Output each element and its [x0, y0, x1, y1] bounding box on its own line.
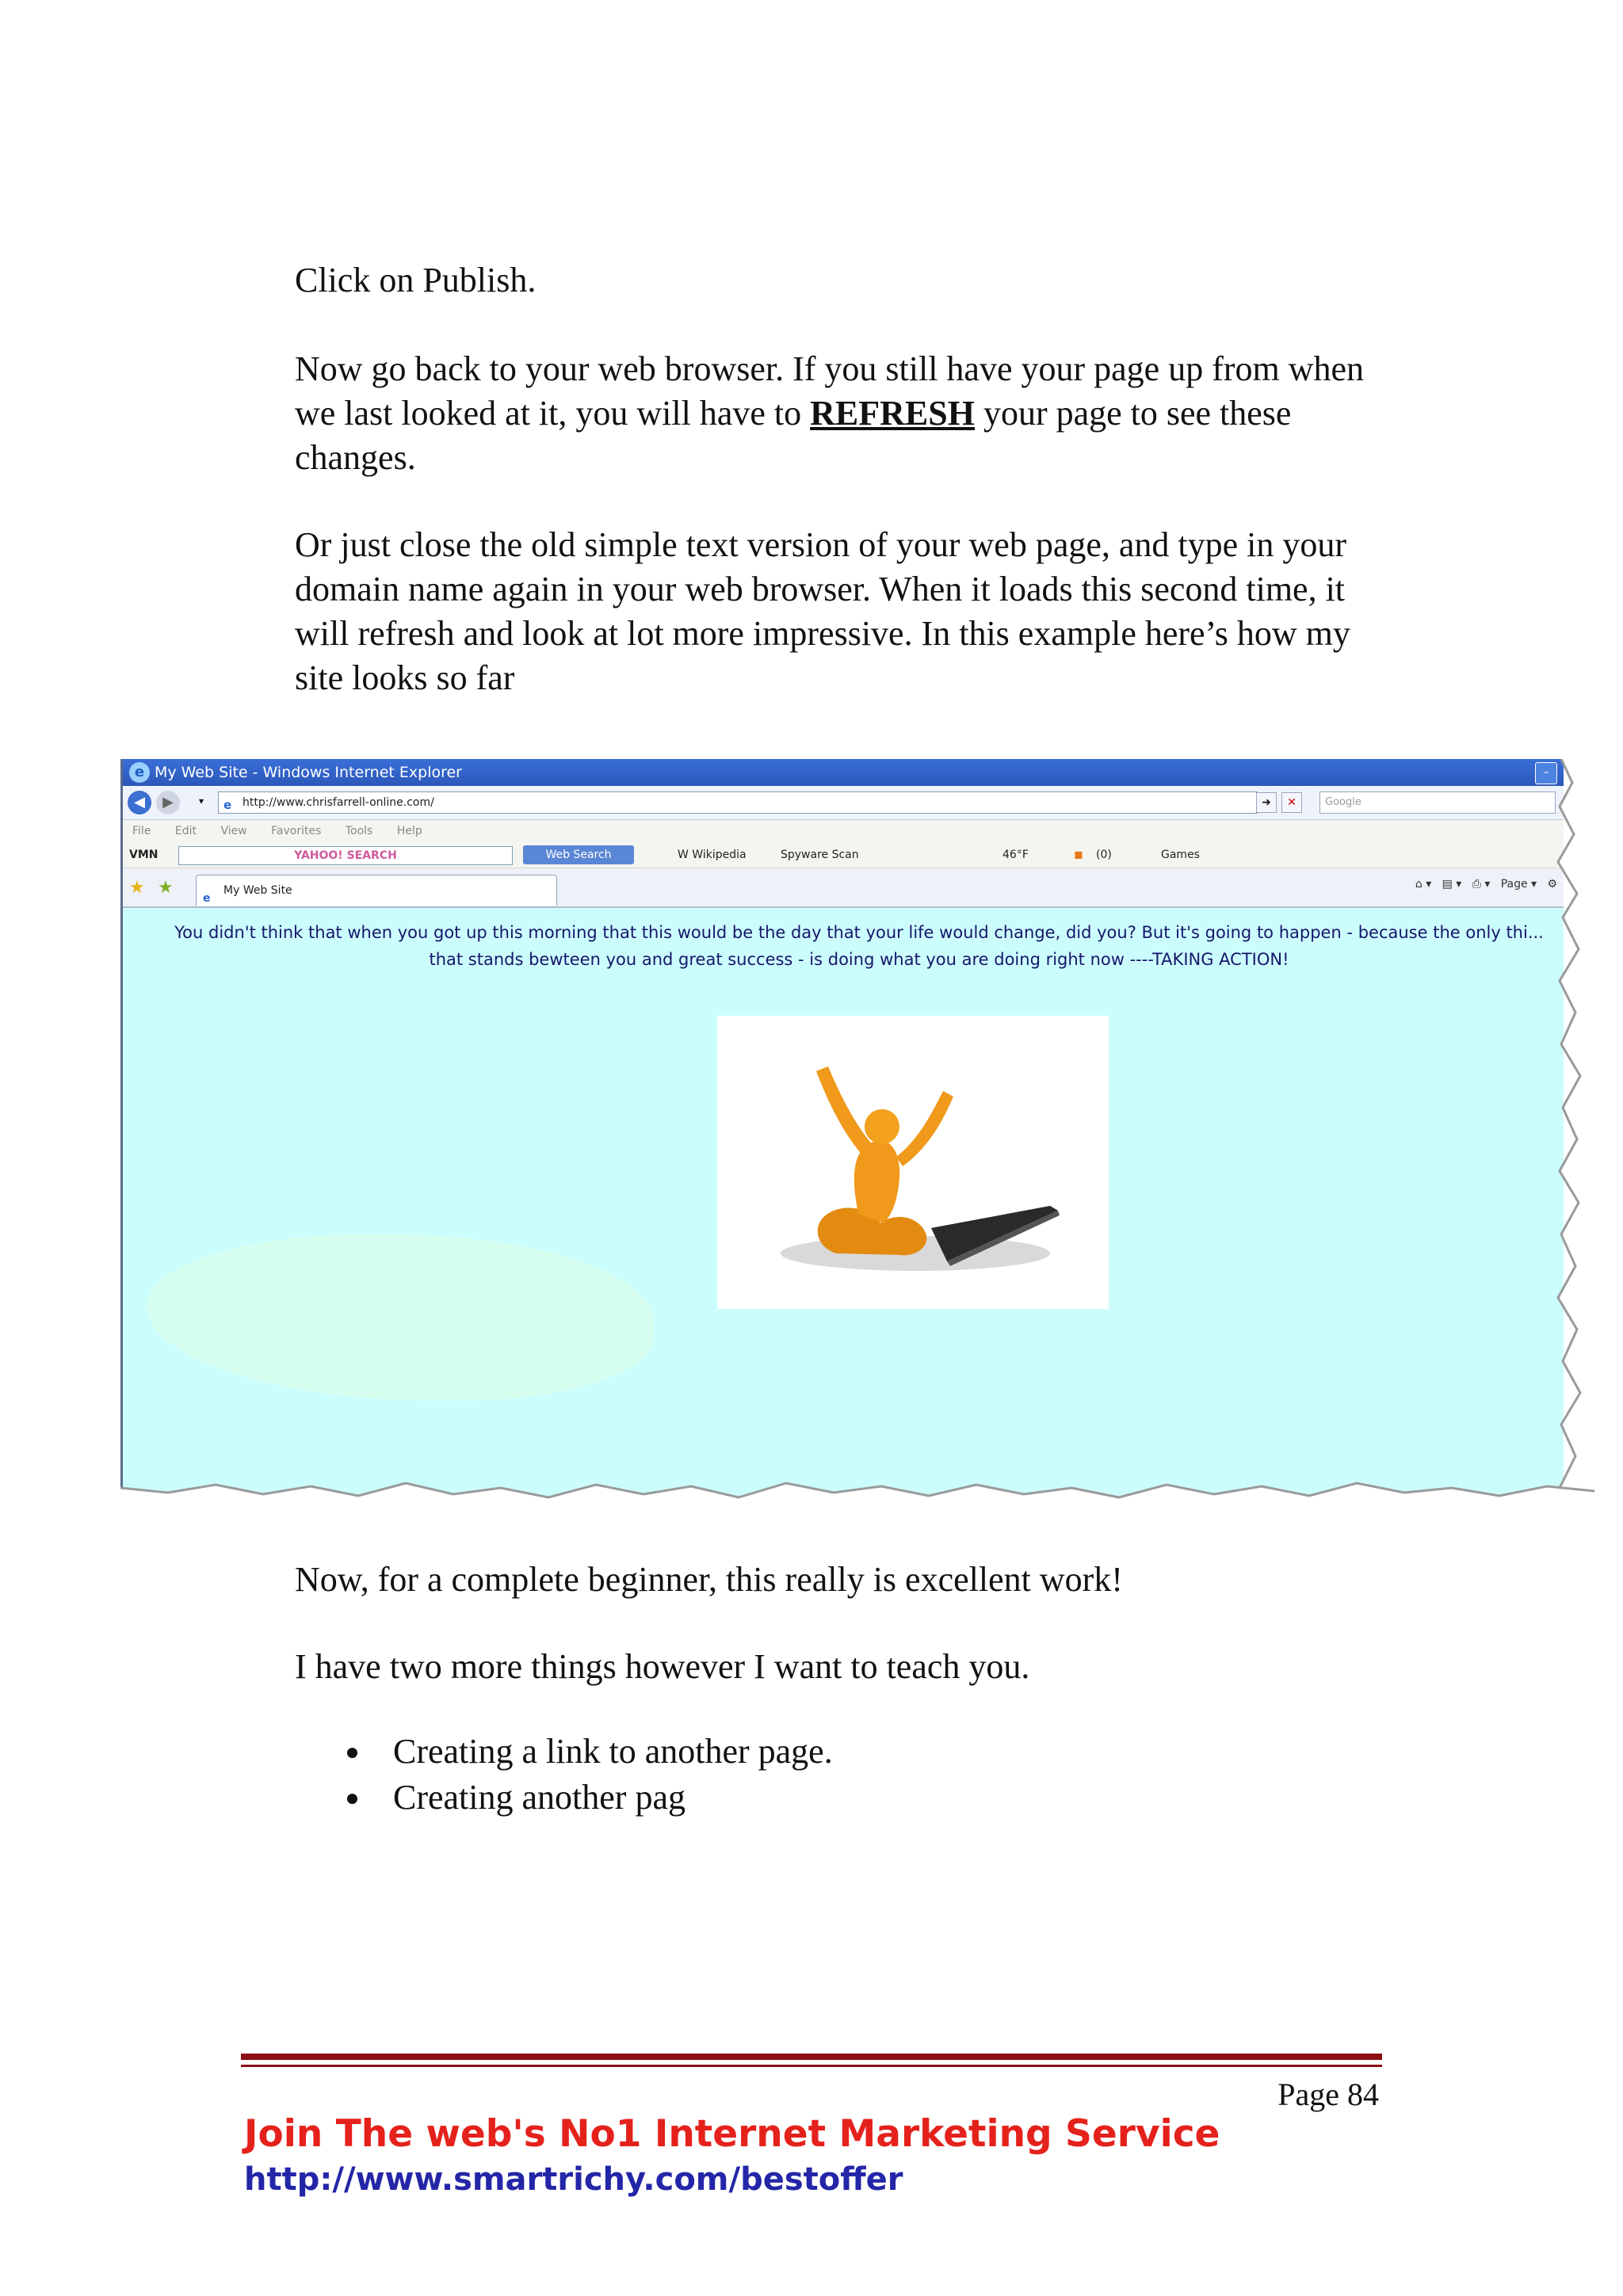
- menu-edit[interactable]: Edit: [174, 825, 197, 837]
- celebrating-figure-image: [717, 1016, 1109, 1309]
- instruction-publish: Click on Publish.: [295, 261, 537, 299]
- menu-help[interactable]: Help: [396, 825, 422, 837]
- tools-gear-icon[interactable]: ⚙: [1547, 878, 1557, 891]
- browser-screenshot: [120, 759, 1564, 1497]
- print-icon[interactable]: ⎙: [1472, 878, 1481, 891]
- wikipedia-button[interactable]: W Wikipedia: [678, 849, 747, 861]
- web-search-button[interactable]: Web Search: [523, 845, 634, 864]
- home-icon[interactable]: ⌂: [1415, 878, 1423, 891]
- history-dropdown-icon[interactable]: ▾: [199, 795, 204, 807]
- list-item: Creating another pag: [336, 1775, 833, 1821]
- todo-list: [336, 1729, 833, 1821]
- ie-logo-icon: e: [129, 762, 150, 783]
- refresh-text-after: your page to see these changes.: [295, 394, 1292, 477]
- refresh-emphasis: REFRESH: [810, 394, 975, 433]
- tab-bar: [123, 868, 1564, 908]
- footer-rule-thin: [241, 2065, 1382, 2067]
- beginner-praise: Now, for a complete beginner, this really is excellent work!: [295, 1560, 1123, 1599]
- list-item: Creating a link to another page.: [336, 1729, 833, 1775]
- add-favorite-icon[interactable]: ★: [158, 878, 174, 898]
- vmn-logo: VMN: [129, 849, 158, 861]
- search-toolbar: [123, 842, 1564, 868]
- page-favicon-icon: e: [223, 798, 232, 812]
- url-input[interactable]: [218, 791, 1258, 814]
- instruction-reload: Or just close the old simple text version of your web page, and type in your domain name again in your web browser. When it loads this second time, it will refresh and look at lot more impressive. In this example here’s how my site looks so far: [295, 525, 1350, 697]
- feeds-icon[interactable]: ▤: [1442, 878, 1453, 891]
- refresh-text-before: Now go back to your web browser. If you still have your page up from when we last looked at it, you will have to: [295, 349, 1365, 433]
- torn-edge-right: [1545, 759, 1601, 1512]
- forward-icon[interactable]: ▶: [156, 791, 180, 814]
- page-message: You didn't think that when you got up this morning that this would be the day that your life would change, did you? But it's going to happen - because the only thi... that stands bewteen you and great success - is doing what you are doing right now ----TAKING ACTION!: [174, 923, 1544, 969]
- browser-titlebar: [123, 759, 1564, 786]
- menu-file[interactable]: File: [132, 825, 151, 837]
- torn-edge-bottom: [120, 1474, 1594, 1513]
- page-menu[interactable]: Page: [1500, 878, 1528, 891]
- menu-tools[interactable]: Tools: [345, 825, 373, 837]
- two-more-things: I have two more things however I want to teach you.: [295, 1647, 1030, 1686]
- menu-bar: [123, 820, 1564, 842]
- go-icon[interactable]: ➜: [1256, 792, 1277, 813]
- rss-icon[interactable]: ◼: [1074, 849, 1083, 861]
- menu-view[interactable]: View: [220, 825, 247, 837]
- menu-favorites[interactable]: Favorites: [271, 825, 322, 837]
- minimize-icon[interactable]: –: [1535, 762, 1557, 784]
- url-text: http://www.chrisfarrell-online.com/: [242, 796, 434, 809]
- back-icon[interactable]: ◀: [128, 791, 151, 814]
- footer-rule-thick: [241, 2054, 1382, 2060]
- footer-link[interactable]: http://www.smartrichy.com/bestoffer: [244, 2161, 903, 2198]
- stop-icon[interactable]: ✕: [1281, 792, 1302, 813]
- faint-background-image: [147, 1234, 654, 1401]
- tab-my-web-site[interactable]: [196, 875, 557, 906]
- instruction-refresh: [295, 347, 1388, 480]
- footer-headline: Join The web's No1 Internet Marketing Service: [244, 2112, 1220, 2156]
- browser-title: My Web Site - Windows Internet Explorer: [155, 764, 462, 781]
- address-bar: [123, 786, 1564, 820]
- games-button[interactable]: Games: [1161, 849, 1200, 861]
- weather-button[interactable]: 46°F: [1002, 849, 1029, 861]
- tab-favicon-icon: e: [203, 892, 211, 905]
- search-input[interactable]: Google: [1319, 791, 1556, 814]
- tab-label: My Web Site: [223, 884, 292, 897]
- spyware-scan-button[interactable]: Spyware Scan: [781, 849, 859, 861]
- page-number: Page 84: [1277, 2077, 1379, 2112]
- yahoo-search-input[interactable]: YAHOO! SEARCH: [178, 846, 513, 865]
- favorites-star-icon[interactable]: ★: [129, 878, 145, 898]
- feeds-count[interactable]: (0): [1096, 849, 1112, 861]
- command-bar: ⌂ ▾ ▤ ▾ ⎙ ▾ Page ▾ ⚙: [1415, 878, 1557, 891]
